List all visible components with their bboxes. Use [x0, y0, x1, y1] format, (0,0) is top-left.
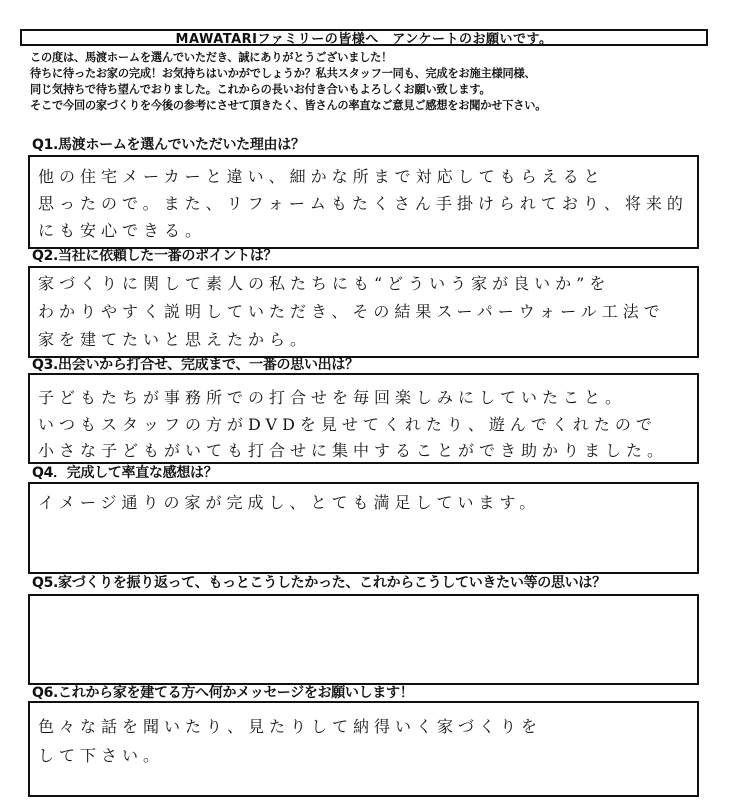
question-2-label: Q2.当社に依頼した一番のポイントは？: [32, 248, 278, 264]
answer-6-box: [28, 701, 699, 797]
intro-line: そこで今回の家づくりを今後の参考にさせて頂きたく、皆さんの率直なご意見ご感想をお聞かせ下さい。: [30, 99, 547, 112]
answer-3-line: 子どもたちが事務所での打合せを毎回楽しみにしていたこと。: [38, 388, 627, 407]
answer-6-line: 色々な話を聞いたり、見たりして納得いく家づくりを: [38, 717, 543, 736]
question-1-label: Q1.馬渡ホームを選んでいただいた理由は？: [32, 137, 305, 153]
intro-line: この度は、馬渡ホームを選んでいただき、誠にありがとうございました！: [30, 51, 393, 64]
answer-1-line: 思ったので。また、リフォームもたくさん手掛けられており、将来的: [38, 194, 688, 213]
answer-3-box: [28, 373, 699, 464]
intro-text: [30, 50, 710, 114]
answer-3-line: 小さな子どもがいても打合せに集中することができ助かりました。: [38, 441, 669, 460]
intro-line: 待ちに待ったお家の完成！お気持ちはいかがでしょうか？私共スタッフ一同も、完成をお施主様同様、: [30, 67, 536, 80]
question-6-label: Q6.これから家を建てる方へ何かメッセージをお願いします！: [32, 685, 414, 701]
answer-2-box: [28, 266, 699, 358]
question-3-label: Q3.出会いから打合せ、完成まで、一番の思い出は？: [32, 357, 359, 373]
answer-6-line: して下さい。: [38, 746, 165, 765]
question-5-label: Q5.家づくりを振り返って、もっとこうしたかった、これからこうしていきたい等の思いは？: [32, 575, 606, 591]
answer-2-line: 家を建てたいと思えたから。: [38, 330, 312, 349]
answer-1-line: にも安心できる。: [38, 221, 207, 240]
intro-line: 同じ気持ちで待ち望んでおりました。これからの長いお付き合いもよろしくお願い致します。: [30, 83, 491, 96]
answer-5-box: [28, 594, 699, 685]
question-4-label: Q4．完成して率直な感想は？: [32, 465, 218, 481]
answer-2-line: 家づくりに関して素人の私たちにも“どういう家が良いか”を: [38, 274, 611, 293]
answer-3-line: いつもスタッフの方がDVDを見せてくれたり、遊んでくれたので: [38, 415, 657, 434]
answer-1-line: 他の住宅メーカーと違い、細かな所まで対応してもらえると: [38, 167, 605, 186]
answer-4-line: イメージ通りの家が完成し、とても満足しています。: [38, 493, 541, 512]
answer-1-box: [28, 155, 699, 249]
answer-4-box: [28, 482, 699, 574]
survey-title: MAWATARIファミリーの皆様へ アンケートのお願いです。: [20, 29, 708, 46]
answer-2-line: わかりやすく説明していただき、その結果スーパーウォール工法で: [38, 302, 665, 321]
